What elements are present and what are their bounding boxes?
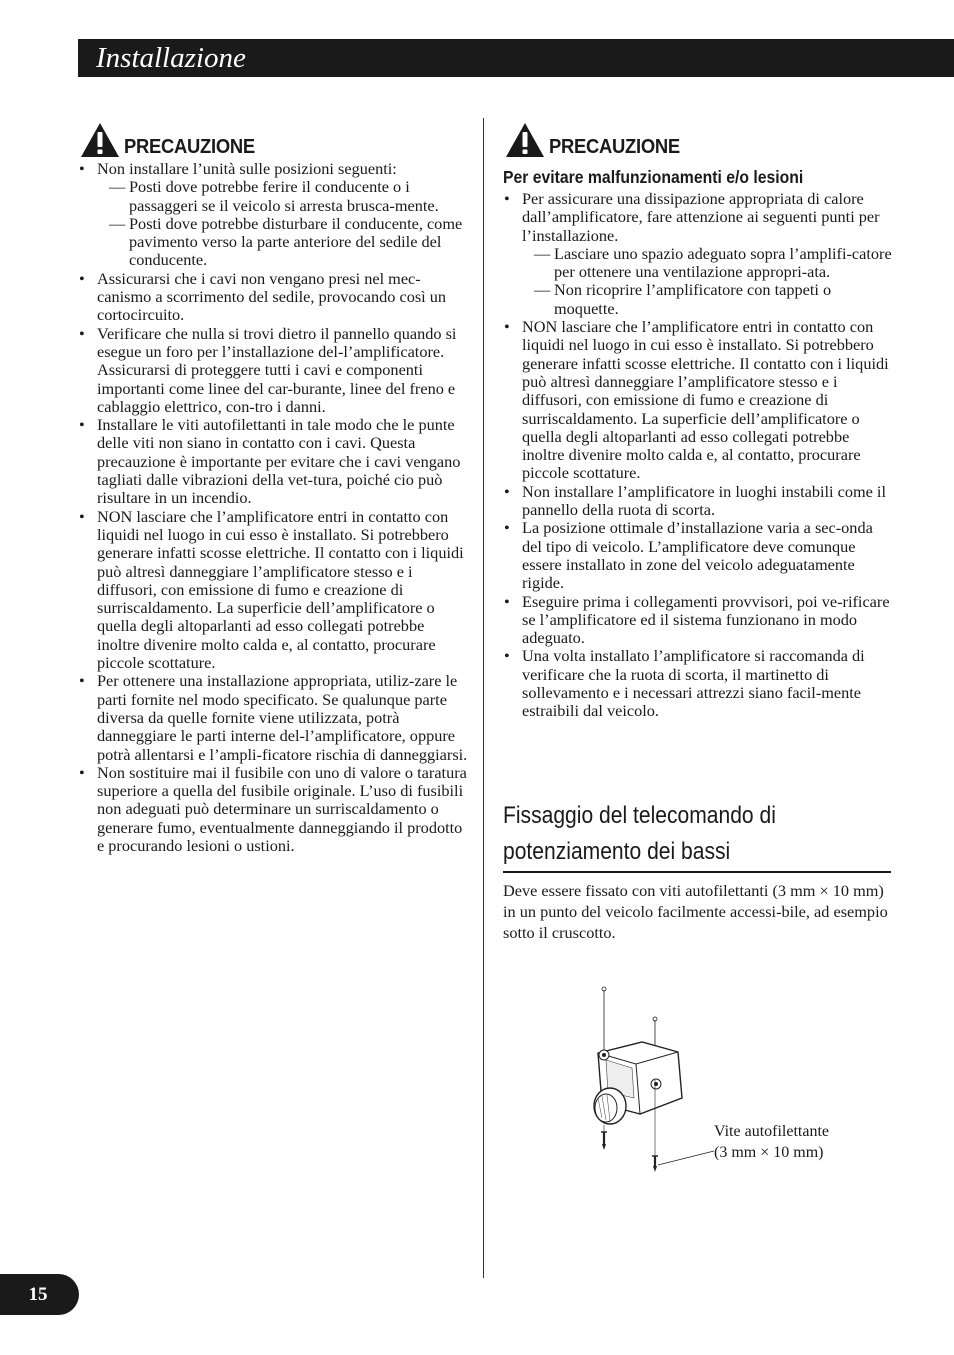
caution-item: [78, 672, 470, 763]
page-number-tab: [0, 1274, 79, 1315]
right-caution-list: [503, 190, 895, 721]
caution-sublist: [97, 178, 470, 269]
caution-item: [78, 270, 470, 325]
caution-item-text: Non sostituire mai il fusibile con uno di valore o taratura superiore a quella del fusibile originale. L’uso di fusibili non adeguati può determinare un surriscaldamento o generare fumo, eventualmente danneggiando il prodotto e procurando lesioni o ustioni.: [97, 762, 467, 855]
warning-icon: [80, 122, 120, 158]
caution-title: PRECAUZIONE: [549, 136, 680, 158]
caution-item-text: La posizione ottimale d’installazione varia a sec-onda del tipo di veicolo. L’amplificatore deve comunque essere installato in zone del veicolo adeguatamente rigide.: [522, 518, 873, 593]
caution-item-text: Assicurarsi che i cavi non vengano presi nel mec-canismo a scorrimento del sedile, provocando così un cortocircuito.: [97, 268, 447, 325]
caution-item-text: Per ottenere una installazione appropriata, utiliz-zare le parti fornite nel modo specificato. Se qualunque parte diversa da quelle fornite viene utilizzata, potrà danneggiare le parti interne del-l’amplificatore, oppure potrà allentarsi e l’ampli-ficatore rischia di danneggiarsi.: [97, 671, 468, 764]
caution-item: [503, 318, 895, 483]
caution-item-text: Eseguire prima i collegamenti provvisori, poi ve-rificare se l’amplificatore ed il sistema funzionano in modo adeguato.: [522, 591, 890, 648]
screw-label-line2: (3 mm × 10 mm): [714, 1144, 824, 1161]
caution-sublist: [522, 245, 895, 318]
caution-item-text: Per assicurare una dissipazione appropriata di calore dall’amplificatore, fare attenzione ai seguenti punti per l’installazione.: [522, 189, 880, 245]
caution-item: [78, 508, 470, 673]
left-column: [78, 120, 470, 855]
caution-item-text: NON lasciare che l’amplificatore entri in contatto con liquidi nel luogo in cui esso è installato. Si potrebbero generare infatti scosse elettriche. Il contatto con i liquidi può altresì danneggiare l’amplificatore stesso e i diffusori, con emissione di fumo e creazione di surriscaldamento. La superficie dell’amplificatore o quella degli altoparlanti ad esso collegati potrebbe inoltre divenire molto calda e, al contatto, procurare piccole scottature.: [97, 506, 464, 673]
label-leader-line: [650, 1145, 720, 1175]
section-title: [503, 798, 891, 870]
left-caution-list: [78, 160, 470, 855]
caution-item-text: Una volta installato l’amplificatore si raccomanda di verificare che la ruota di scorta, il martinetto di sollevamento e i necessari attrezzi siano facil-mente estraibili dal veicolo.: [522, 646, 865, 721]
caution-item: [503, 483, 895, 520]
caution-item-text: Non installare l’amplificatore in luoghi instabili come il pannello della ruota di scorta.: [522, 481, 886, 520]
caution-subitem: — Lasciare uno spazio adeguato sopra l’amplifi-catore per ottenere una ventilazione appropri-ata.: [522, 245, 895, 282]
page-title: Installazione: [96, 42, 246, 74]
warning-icon: [505, 122, 545, 158]
section-body: Deve essere fissato con viti autofilettanti (3 mm × 10 mm) in un punto del veicolo facilmente accessi-bile, ad esempio sotto il cruscotto.: [503, 881, 888, 942]
page-number: 15: [28, 1284, 48, 1305]
caution-item: [78, 764, 470, 855]
caution-item: [78, 160, 470, 270]
caution-heading-right: [505, 120, 895, 158]
caution-item: [503, 190, 895, 318]
caution-item-text: Non installare l’unità sulle posizioni seguenti:: [97, 159, 397, 178]
caution-item: [503, 519, 895, 592]
caution-item-text: Installare le viti autofilettanti in tale modo che le punte delle viti non siano in contatto con i cavi. Questa precauzione è importante per evitare che i cavi vengano tagliati dalle vibrazioni della vet-tura, poiché cio può risultare in un incendio.: [97, 415, 461, 508]
caution-item: [78, 416, 470, 507]
screw-label-line1: Vite autofilettante: [714, 1123, 829, 1140]
caution-subitem: — Non ricoprire l’amplificatore con tappeti o moquette.: [522, 281, 895, 318]
header-bar: [78, 39, 954, 77]
caution-title: PRECAUZIONE: [124, 136, 255, 158]
screw-label: [714, 1121, 829, 1163]
caution-item-text: NON lasciare che l’amplificatore entri in contatto con liquidi nel luogo in cui esso è installato. Si potrebbero generare infatti scosse elettriche. Il contatto con i liquidi può altresì danneggiare l’amplificatore stesso e i diffusori, con emissione di fumo e creazione di surriscaldamento. La superficie dell’amplificatore o quella degli altoparlanti ad esso collegati potrebbe inoltre divenire molto calda e, al contatto, procurare piccole scottature.: [522, 317, 889, 483]
caution-item: [503, 647, 895, 720]
caution-subtitle: Per evitare malfunzionamenti e/o lesioni: [503, 167, 804, 187]
caution-heading-left: [80, 120, 470, 158]
section-title-line2: potenziamento dei bassi: [503, 838, 731, 865]
column-divider: [483, 118, 484, 1278]
caution-item-text: Verificare che nulla si trovi dietro il pannello quando si esegue un foro per l’installazione del-l’amplificatore. Assicurarsi di proteggere tutti i cavi e componenti importanti come linee del car-burante, linee del freno e cablaggio elettrico, con-tro i danni.: [97, 323, 457, 416]
section-rule: [503, 871, 891, 873]
right-column: [503, 120, 895, 721]
caution-subitem: — Posti dove potrebbe ferire il conducente o i passaggeri se il veicolo si arresta brusca-mente.: [97, 178, 470, 215]
caution-item: [503, 593, 895, 648]
section-title-line1: Fissaggio del telecomando di: [503, 802, 776, 829]
caution-item: [78, 325, 470, 416]
caution-subitem: — Posti dove potrebbe disturbare il conducente, come pavimento verso la parte anteriore del sedile del conducente.: [97, 215, 470, 270]
